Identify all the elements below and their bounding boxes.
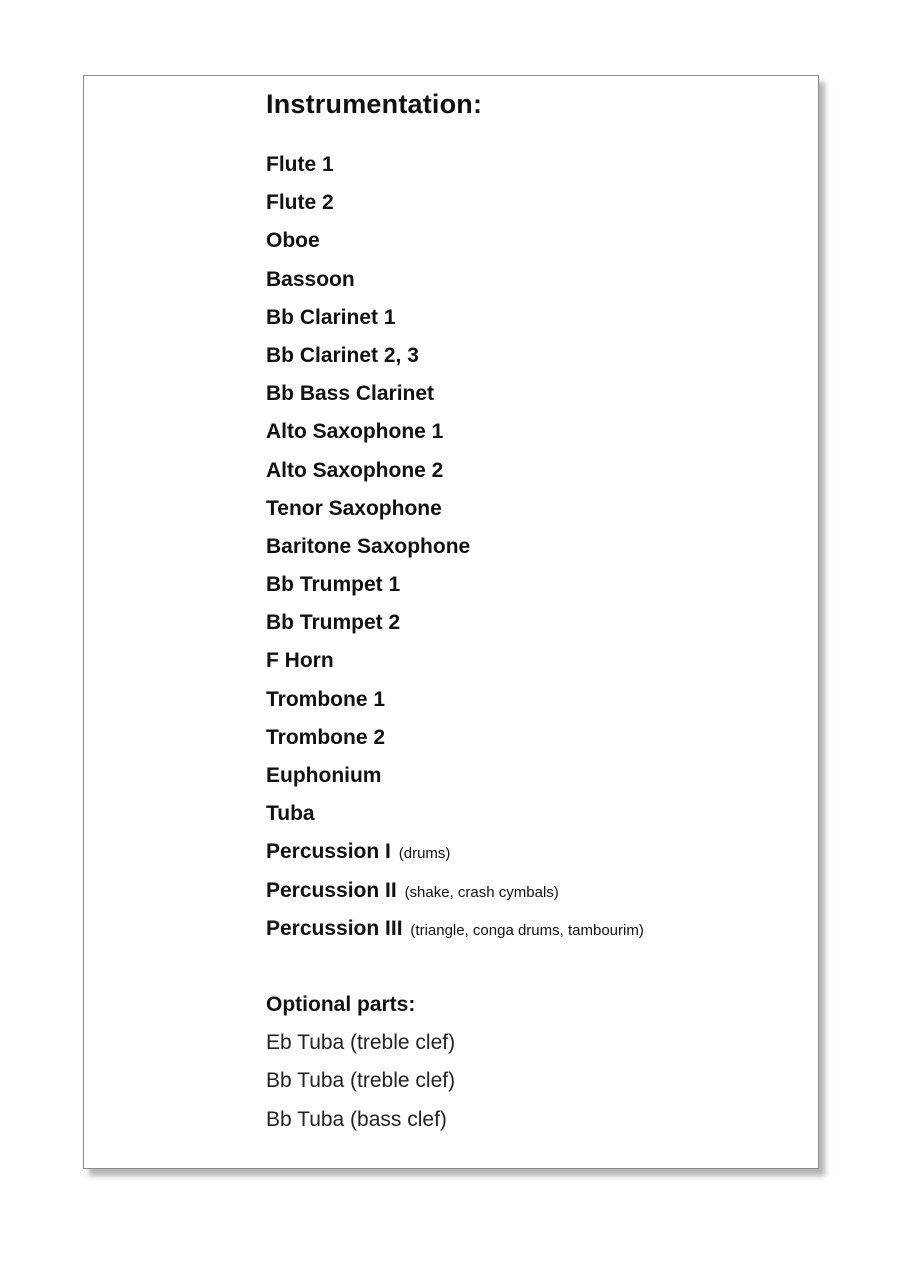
optional-parts-heading: Optional parts: — [266, 992, 416, 1016]
instrument-name: Baritone Saxophone — [266, 534, 471, 558]
instrument-name: Oboe — [266, 229, 320, 253]
list-item — [266, 910, 644, 948]
list-item — [266, 604, 644, 642]
instrument-name: Bb Trumpet 1 — [266, 573, 401, 597]
instrument-note: (shake, crash cymbals) — [404, 883, 559, 901]
page-content — [266, 86, 644, 1139]
document-page — [83, 75, 819, 1169]
page-title: Instrumentation: — [266, 89, 483, 119]
list-item — [266, 146, 644, 184]
instrument-name: Trombone 1 — [266, 687, 386, 711]
list-item — [266, 222, 644, 260]
list-item — [266, 184, 644, 222]
instrument-name: Bb Bass Clarinet — [266, 382, 435, 406]
list-item: Eb Tuba (treble clef) — [266, 1030, 456, 1054]
list-item: Bb Tuba (treble clef) — [266, 1069, 456, 1093]
list-item — [266, 490, 644, 528]
instrument-list — [266, 146, 644, 948]
list-item — [266, 642, 644, 680]
instrument-name: Flute 2 — [266, 191, 334, 215]
instrument-name: Trombone 2 — [266, 725, 386, 749]
instrument-note: (triangle, conga drums, tambourim) — [410, 921, 644, 939]
instrument-name: Euphonium — [266, 764, 382, 787]
list-item — [266, 375, 644, 413]
list-item — [266, 681, 644, 719]
list-item — [266, 872, 644, 910]
instrument-name: Tenor Saxophone — [266, 496, 442, 520]
instrument-name: Percussion III — [266, 916, 403, 940]
list-item — [266, 719, 644, 757]
instrument-name: Bb Clarinet 1 — [266, 305, 396, 329]
list-item — [266, 337, 644, 375]
instrument-name: Tuba — [266, 802, 315, 826]
instrument-name: Bb Clarinet 2, 3 — [266, 343, 419, 367]
list-item — [266, 566, 644, 604]
list-item — [266, 795, 644, 833]
list-item — [266, 413, 644, 451]
instrument-name: Bassoon — [266, 267, 355, 291]
list-item: Bb Tuba (bass clef) — [266, 1107, 447, 1131]
instrument-name: Flute 1 — [266, 153, 334, 176]
list-item — [266, 452, 644, 490]
list-item — [266, 757, 644, 795]
instrument-name: F Horn — [266, 649, 334, 673]
instrument-name: Alto Saxophone 2 — [266, 458, 444, 482]
list-item — [266, 261, 644, 299]
list-item — [266, 833, 644, 871]
list-item — [266, 299, 644, 337]
instrument-note: (drums) — [398, 845, 451, 863]
instrument-name: Alto Saxophone 1 — [266, 420, 444, 444]
optional-parts-list — [266, 1024, 644, 1139]
list-item — [266, 528, 644, 566]
instrument-name: Percussion II — [266, 878, 397, 902]
instrument-name: Bb Trumpet 2 — [266, 611, 401, 635]
instrument-name: Percussion I — [266, 840, 391, 864]
